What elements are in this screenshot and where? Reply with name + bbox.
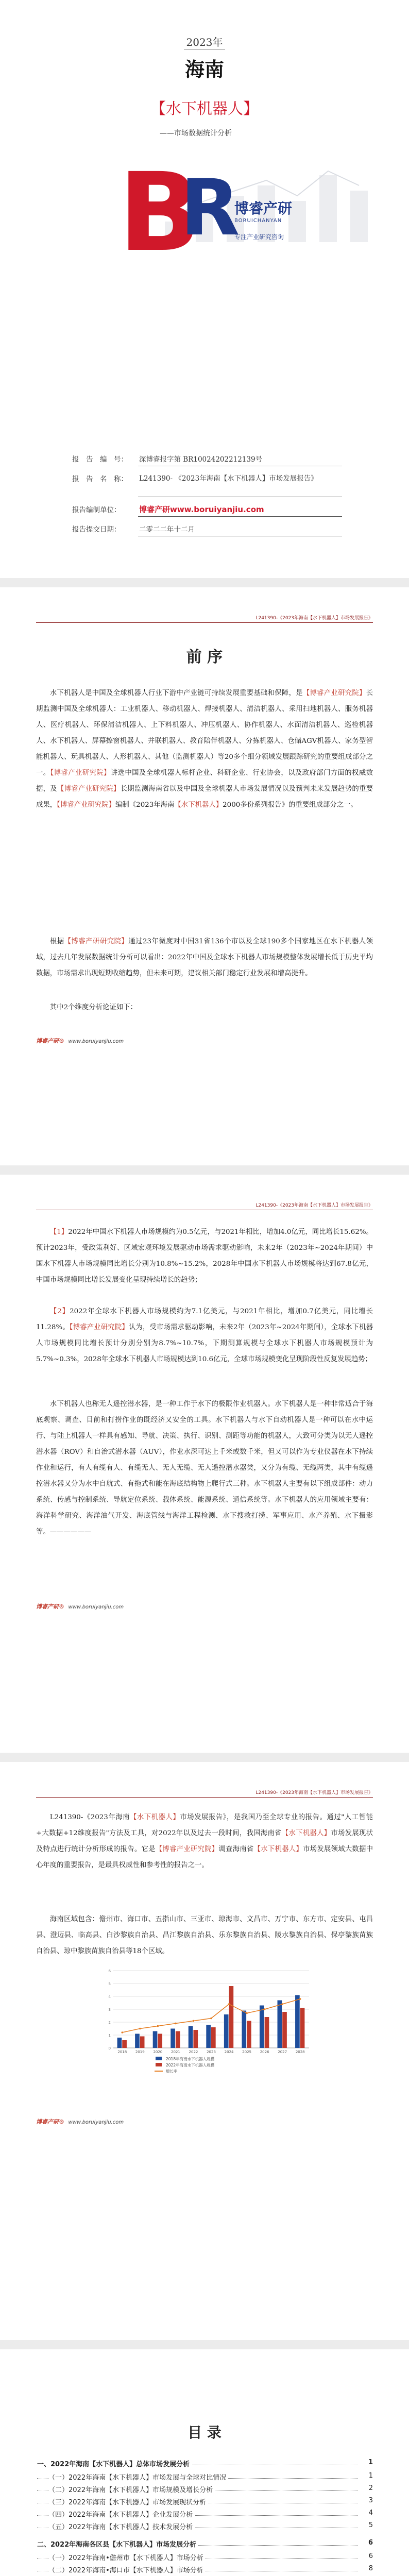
chart-bar: [153, 2031, 158, 2048]
chart-point: [121, 2031, 123, 2033]
chart-point: [157, 2025, 159, 2027]
toc-item[interactable]: [37, 2497, 373, 2506]
chart-bar: [295, 1995, 300, 2048]
toc-item[interactable]: [37, 2565, 373, 2574]
regional-paragraph: L241390-《2023年海南【水下机器人】市场发展报告》，是我国乃至全球专业的报告。通过"人工智能+大数据+12维度报告"方法及工具，对2022年以及过去一段时间，我国海南省【水下机器人】市场发展现状及特点进行统计分析形成的报告。它是【博睿产业研究院】调查海南省【水下机器人】市场发展领域大数据中心年度的重要报告，是最具权威性和参考性的报告之一。: [36, 1814, 373, 1869]
toc-item[interactable]: [37, 2484, 373, 2494]
cover-title: 海南: [184, 58, 224, 81]
y-tick-label: 3: [108, 2008, 111, 2012]
toc-item-label: （二）2022年海南•海口市【水下机器人】市场分析: [48, 2567, 206, 2574]
chart-bar: [211, 2027, 216, 2048]
toc-item-label: （二）2022年海南【水下机器人】市场规模及增长分析: [48, 2486, 215, 2494]
toc-item-page: 1: [366, 2459, 373, 2466]
chart-bar: [265, 2017, 269, 2048]
chart-bar: [171, 2029, 175, 2048]
chart-bar: [158, 2034, 162, 2048]
chart-bar: [242, 2011, 246, 2048]
y-tick-label: 0: [108, 2046, 111, 2050]
chart-bar: [117, 2038, 122, 2048]
x-tick-label: 2023: [207, 2050, 216, 2054]
chart-point: [264, 2008, 266, 2010]
y-tick-label: 2: [108, 2021, 111, 2025]
page-footer: [36, 2117, 124, 2126]
legend-label: 增长率: [166, 2069, 178, 2074]
page-footer: [36, 1037, 124, 1045]
chart-point: [299, 1998, 301, 2000]
chart-bar: [135, 2034, 140, 2048]
preface-paragraph: 其中2个维度分析论证如下：: [49, 1004, 138, 1011]
toc-page: [0, 2349, 409, 2576]
toc-item-label: 一、2022年海南【水下机器人】总体市场发展分析: [37, 2461, 192, 2468]
x-tick-label: 2018: [117, 2050, 127, 2054]
cover-year: 2023年: [186, 36, 223, 48]
chart-bar: [278, 2001, 282, 2048]
analysis-paragraph: 水下机器人也称无人遥控潜水器，是一种工作于水下的极限作业机器人。水下机器人是一种非常适合于海底观察、调查、目前和打捞作业的既经济又安全的工具。水下机器人与水下自动机器人是一种可以在水中运行、与陆上机器人一样具有感知、导航、决策、执行、识别、测距等功能的机器人，大致可分类为以无人遥控潜水器（ROV）和自治式潜水器（AUV），作业水深可达上千米或数千米，但又可以作为专业仪器在水下持续作业和运行，有人有缆有人、有缆无人、无人无缆、无人遥控潜水器类，又分为有缆、无缆两类，其中有缆遥控潜水器又分为水中自航式、有拖式和能在海底结构物上爬行式三种。水下机器人主要有以下组成部件：动力系统、传感与控制系统、导航定位系统、载体系统、能源系统、通信系统等。水下机器人的应用领域主要有：海洋科学研究、海洋油气开发、海底管线与海洋工程检测、水下搜救打捞、军事应用、水产养殖、水下摄影等。——————: [36, 1400, 373, 1536]
logo-slogan: 专注产业研究咨询: [234, 233, 284, 241]
toc-item[interactable]: [37, 2539, 373, 2549]
x-tick-label: 2022: [189, 2050, 198, 2054]
x-tick-label: 2028: [295, 2050, 305, 2054]
toc-item-label: （一）2022年海南•儋州市【水下机器人】市场分析: [48, 2554, 206, 2562]
toc-item[interactable]: [37, 2459, 373, 2468]
toc-item-page: 2: [367, 2484, 373, 2492]
footer-brand: 博睿产研®: [36, 1603, 64, 1610]
footer-url: www.boruiyanjiu.com: [68, 1604, 124, 1610]
y-tick-label: 6: [108, 1969, 111, 1973]
footer-url: www.boruiyanjiu.com: [68, 1039, 124, 1044]
toc-item-page: 5: [367, 2521, 373, 2529]
toc-item-label: （一）2022年海南【水下机器人】市场发展与全球对比情况: [48, 2474, 228, 2482]
analysis-paragraph: 【1】2022年中国水下机器人市场规模约为0.5亿元，与2021年相比，增加4.0亿元，同比增长15.62%。预计2023年，受政策利好、区域宏观环境发展驱动市场需求驱动影响，未来2年（2023年~2024年期间）中国水下机器人市场规模同比增长分别为10.8%~15.2%，2028年中国水下机器人市场规模将达到67.8亿元，中国市场规模同比增长发展变化呈现持续增长的趋势；: [36, 1228, 373, 1284]
x-tick-label: 2024: [224, 2050, 234, 2054]
chart-bar: [300, 2008, 305, 2048]
cover-subtitle: 【水下机器人】: [150, 100, 259, 118]
meta-value: L241390- 《2023年海南【水下机器人】市场发展报告》: [139, 474, 318, 483]
cover-page: [0, 0, 409, 578]
logo-en: BORUICHANYAN: [234, 218, 282, 224]
footer-brand: 博睿产研®: [36, 2119, 64, 2125]
analysis-paragraph: 【2】2022年全球水下机器人市场规模约为7.1亿美元，与2021年相比，增加0.7亿美元，同比增长11.28%。【博睿产业研究院】认为，受市场需求驱动影响，未来2年（2023年~2024年期间），全球水下机器人市场规模同比增长预计分别分别为8.7%~10.7%，下期测算规模与全球水下机器人市场规模预计为5.7%~0.3%，2028年全球水下机器人市场规模达到10.6亿元，全球市场规模变化呈现阶段性反复发展趋势；: [36, 1308, 373, 1363]
toc-item[interactable]: [37, 2472, 373, 2482]
chart-bar: [122, 2040, 127, 2048]
toc-item-label: 二、2022年海南各区县【水下机器人】市场发展分析: [37, 2541, 198, 2549]
x-tick-label: 2020: [153, 2050, 163, 2054]
company-logo: [118, 157, 294, 260]
y-tick-label: 4: [108, 1995, 111, 1999]
legend-label: 2022年海南水下机器人规模: [166, 2063, 215, 2067]
meta-label: 报 告 名 称：: [72, 475, 128, 483]
chart-bar: [247, 2021, 251, 2048]
chart-point: [281, 2003, 283, 2005]
toc-title: 目 录: [188, 2424, 221, 2441]
toc-item[interactable]: [37, 2521, 373, 2531]
page-header: L241390-《2023年海南【水下机器人】市场发展报告》: [36, 614, 373, 623]
chart-bar: [224, 2014, 229, 2048]
preface-title: 前 序: [186, 648, 223, 666]
svg-text:B: B: [118, 157, 196, 260]
toc-item-page: 6: [366, 2539, 373, 2547]
y-tick-label: 1: [108, 2033, 111, 2038]
page-footer: [36, 1602, 124, 1611]
meta-value: 二零二二年十二月: [139, 526, 195, 534]
chart-bar: [206, 2025, 211, 2048]
regional-page: [0, 1762, 409, 2340]
chart-bar: [140, 2037, 145, 2048]
toc-item[interactable]: [37, 2552, 373, 2562]
meta-label: 报告提交日期：: [72, 526, 121, 534]
toc-item-page: 4: [367, 2509, 373, 2517]
cover-tagline: ——市场数据统计分析: [160, 129, 232, 138]
logo-cn: 博睿产研: [234, 200, 293, 217]
page-header: L241390-《2023年海南【水下机器人】市场发展报告》: [36, 1789, 373, 1798]
chart-point: [193, 2020, 195, 2022]
toc-item-label: （三）2022年海南【水下机器人】市场发展现状分析: [48, 2499, 208, 2506]
toc-item-label: （四）2022年海南【水下机器人】企业发展分析: [48, 2511, 195, 2519]
legend-swatch: [156, 2063, 162, 2066]
chart-point: [246, 2012, 248, 2014]
regional-paragraph: 海南区域包含：儋州市、海口市、五指山市、三亚市、琼海市、文昌市、万宁市、东方市、定安县、屯昌县、澄迈县、临高县、白沙黎族自治县、昌江黎族自治县、乐东黎族自治县、陵水黎族自治县、保亭黎族苗族自治县、琼中黎族苗族自治县等18个区域。: [36, 1916, 373, 1955]
legend-label: 2018年海南水下机器人规模: [166, 2057, 215, 2061]
toc-item-page: 3: [367, 2497, 373, 2504]
svg-text:R: R: [180, 163, 240, 253]
divider: [184, 49, 225, 50]
chart-point: [139, 2028, 141, 2030]
toc-item-page: 1: [367, 2472, 373, 2480]
y-tick-label: 5: [108, 1982, 111, 1986]
toc-item-page: 6: [367, 2552, 373, 2560]
divider: [138, 516, 342, 517]
market-chart: [98, 1965, 314, 2084]
toc-item-page: 8: [367, 2565, 373, 2572]
chart-point: [210, 2018, 212, 2020]
preface-page: [0, 587, 409, 1165]
x-tick-label: 2026: [260, 2050, 269, 2054]
x-tick-label: 2025: [242, 2050, 252, 2054]
chart-bar: [282, 2012, 287, 2048]
x-tick-label: 2027: [278, 2050, 287, 2054]
chart-point: [175, 2023, 177, 2025]
legend-swatch: [156, 2057, 162, 2060]
preface-paragraph: 根据【博睿产研研究院】通过23年微度对中国31省136个市以及全球190多个国家地区在水下机器人领域，过去几年发展数据统计分析可以看出：2022年中国及全球水下机器人市场规模整体发展增长低于历史平均数据，市场需求出现短期收缩趋势，但未来可期，建议相关部门稳定行业发展和增高提升。: [36, 938, 373, 977]
toc-item[interactable]: [37, 2509, 373, 2519]
footer-url: www.boruiyanjiu.com: [68, 2120, 124, 2125]
chart-bar: [193, 2030, 198, 2048]
analysis-page: [0, 1175, 409, 1753]
x-tick-label: 2021: [171, 2050, 180, 2054]
meta-label: 报 告 编 号：: [72, 455, 128, 464]
page-header: L241390-《2023年海南【水下机器人】市场发展报告》: [36, 1201, 373, 1210]
x-tick-label: 2019: [135, 2050, 145, 2054]
chart-bar: [176, 2031, 180, 2048]
chart-bar: [229, 1986, 234, 2048]
chart-bar: [189, 2026, 193, 2048]
chart-bar: [260, 2006, 264, 2048]
chart-point: [228, 2003, 230, 2005]
meta-value: 深博睿报字第 BR10024202212139号: [139, 455, 263, 464]
toc-item-label: （五）2022年海南【水下机器人】技术发展分析: [48, 2523, 195, 2531]
meta-value: 博睿产研www.boruiyanjiu.com: [139, 505, 264, 514]
preface-paragraph: 水下机器人是中国及全球机器人行业下游中产业链可持续发展重要基础和保障，是【博睿产业研究院】长期监测中国及全球机器人：工业机器人、移动机器人、焊接机器人、清洁机器人、采用扫地机器人、服务机器人、医疗机器人、环保清洁机器人、上下料机器人、冲压机器人、协作机器人、水面清洁机器人、巡检机器人、水下机器人、屏幕擦窗机器人、并联机器人、教育陪伴机器人、分拣机器人、仓储AGV机器人、家务型智能机器人、玩具机器人、人形机器人、其他（监测机器人）等20多个细分领域发展跟踪研究的重要组成部分之一。【博睿产业研究院】讲选中国及全球机器人标杆企业、科研企业、行业协会，以及政府部门方面的权威数据，及【博睿产业研究院】长期监测海南省以及中国及全球机器人市场发展情况以及预判未来发展趋势的重要成果，【博睿产业研究院】编制《2023年海南【水下机器人】2000多份系列报告》的重要组成部分之一。: [36, 689, 373, 809]
meta-label: 报告编制单位：: [72, 506, 121, 514]
footer-brand: 博睿产研®: [36, 1038, 64, 1044]
